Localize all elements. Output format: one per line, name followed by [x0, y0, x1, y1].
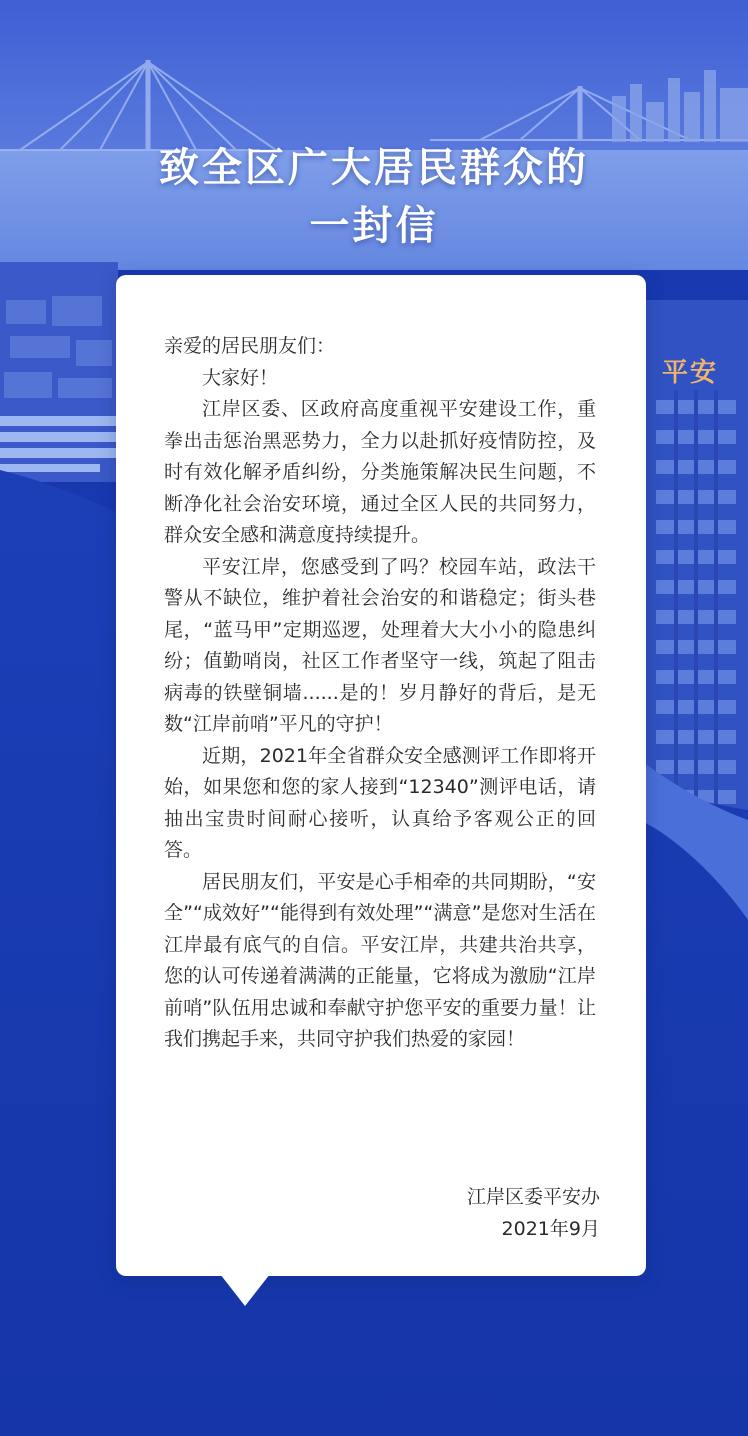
- card-pointer: [220, 1274, 270, 1306]
- page-title-line2: 一封信: [309, 203, 439, 249]
- letter-card: [116, 275, 646, 1276]
- letter-salutation: 亲爱的居民朋友们：: [164, 335, 336, 357]
- letter-paragraph: 平安江岸，您感受到了吗？校园车站，政法干警从不缺位，维护着社会治安的和谐稳定；街头巷尾，“蓝马甲”定期巡逻，处理着大大小小的隐患纠纷；值勤哨岗，社区工作者坚守一线，筑起了阻击病毒的铁壁铜墙......是的！岁月静好的背后，是无数“江岸前哨”平凡的守护！: [164, 555, 596, 735]
- signature-date: 2021年9月: [501, 1218, 600, 1240]
- letter-paragraph: 大家好！: [202, 366, 279, 389]
- letter-paragraph: 近期，2021年全省群众安全感测评工作即将开始，如果您和您的家人接到“12340”测评电话，请抽出宝贵时间耐心接听，认真给予客观公正的回答。: [164, 744, 596, 861]
- city-blocks: [4, 296, 112, 398]
- signature-org: 江岸区委平安办: [466, 1186, 600, 1208]
- letter-paragraph: 居民朋友们，平安是心手相牵的共同期盼，“安全”“成效好”“能得到有效处理”“满意”是您对生活在江岸最有底气的自信。平安江岸，共建共治共享，您的认可传递着满满的正能量，它将成为激励“江岸前哨”队伍用忠诚和奉献守护您平安的重要力量！让我们携起手来，共同守护我们热爱的家园！: [164, 870, 596, 1050]
- letter-body: [164, 331, 596, 1056]
- letter-paragraph: 江岸区委、区政府高度重视平安建设工作，重拳出击惩治黑恶势力，全力以赴抓好疫情防控，及时有效化解矛盾纠纷，分类施策解决民生问题，不断净化社会治安环境，通过全区人民的共同努力，群众安全感和满意度持续提升。: [164, 398, 596, 546]
- letter-signature: [467, 1181, 600, 1245]
- building-sign: 平安: [662, 358, 719, 388]
- page-title-line1: 致全区广大居民群众的: [159, 145, 589, 191]
